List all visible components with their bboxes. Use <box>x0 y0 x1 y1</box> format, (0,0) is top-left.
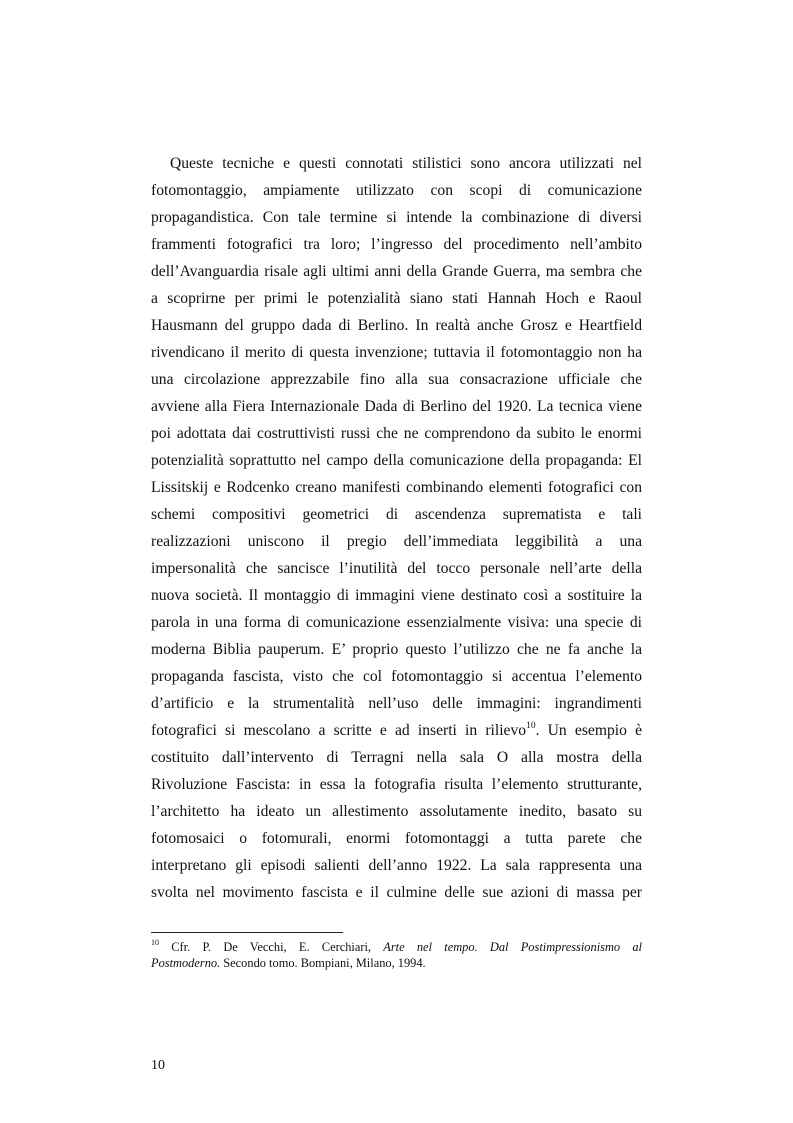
footnote-number: 10 <box>151 937 159 947</box>
text-line: fotomontaggio, ampiamente utilizzato con scopi di comunicazione <box>151 182 642 199</box>
text-segment: . Un esempio è <box>535 722 642 739</box>
text-line: costituito dall’intervento di Terragni nella sala O alla mostra della <box>151 749 642 766</box>
text-line: realizzazioni uniscono il pregio dell’immediata leggibilità a una <box>151 533 642 550</box>
text-line: fotomosaici o fotomurali, enormi fotomontaggi a tutta parete che <box>151 830 642 847</box>
text-line: interpretano gli episodi salienti dell’anno 1922. La sala rappresenta una <box>151 857 642 874</box>
text-line: rivendicano il merito di questa invenzione; tuttavia il fotomontaggio non ha <box>151 344 642 361</box>
text-line: Queste tecniche e questi connotati stilistici sono ancora utilizzati nel <box>170 155 642 172</box>
text-line: d’artificio e la strumentalità nell’uso delle immagini: ingrandimenti <box>151 695 642 712</box>
text-segment: fotografici si mescolano a scritte e ad inserti in rilievo <box>151 722 527 739</box>
text-line: a scoprirne per primi le potenzialità siano stati Hannah Hoch e Raoul <box>151 290 642 307</box>
text-line: l’architetto ha ideato un allestimento assolutamente inedito, basato su <box>151 803 642 820</box>
text-line: propagandistica. Con tale termine si intende la combinazione di diversi <box>151 209 642 226</box>
page-number: 10 <box>151 1058 165 1073</box>
text-line: avviene alla Fiera Internazionale Dada di Berlino del 1920. La tecnica viene <box>151 398 642 415</box>
footnote-text: Secondo tomo. Bompiani, Milano, 1994. <box>220 956 426 970</box>
text-line: Lissitskij e Rodcenko creano manifesti combinando elementi fotografici con <box>151 479 642 496</box>
text-line: propaganda fascista, visto che col fotomontaggio si accentua l’elemento <box>151 668 642 685</box>
text-line: potenzialità soprattutto nel campo della comunicazione della propaganda: El <box>151 452 642 469</box>
footnote-title: Postmoderno. <box>151 956 221 970</box>
text-line: frammenti fotografici tra loro; l’ingresso del procedimento nell’ambito <box>151 236 642 253</box>
footnote-reference[interactable]: 10 <box>526 720 536 731</box>
footnote-line <box>151 939 642 955</box>
footnote <box>151 939 642 971</box>
text-line: poi adottata dai costruttivisti russi che ne comprendono da subito le enormi <box>151 425 642 442</box>
text-line: moderna Biblia pauperum. E’ proprio questo l’utilizzo che ne fa anche la <box>151 641 642 658</box>
footnote-text: Cfr. P. De Vecchi, E. Cerchiari, <box>159 940 384 954</box>
text-line: dell’Avanguardia risale agli ultimi anni della Grande Guerra, ma sembra che <box>151 263 642 280</box>
text-line: nuova società. Il montaggio di immagini viene destinato così a sostituire la <box>151 587 642 604</box>
text-line: Hausmann del gruppo dada di Berlino. In realtà anche Grosz e Heartfield <box>151 317 642 334</box>
body-paragraph <box>151 150 642 906</box>
footnote-divider <box>151 932 343 933</box>
text-line: una circolazione apprezzabile fino alla sua consacrazione ufficiale che <box>151 371 642 388</box>
text-line: impersonalità che sancisce l’inutilità del tocco personale nell’arte della <box>151 560 642 577</box>
text-line: schemi compositivi geometrici di ascendenza suprematista e tali <box>151 506 642 523</box>
text-line-with-footnote-ref <box>151 717 642 744</box>
text-line: Rivoluzione Fascista: in essa la fotografia risulta l’elemento strutturante, <box>151 776 642 793</box>
footnote-title: Arte nel tempo. Dal Postimpressionismo al <box>383 940 643 954</box>
text-line: svolta nel movimento fascista e il culmine delle sue azioni di massa per <box>151 884 642 901</box>
footnote-line <box>151 955 642 971</box>
text-line: parola in una forma di comunicazione essenzialmente visiva: una specie di <box>151 614 642 631</box>
